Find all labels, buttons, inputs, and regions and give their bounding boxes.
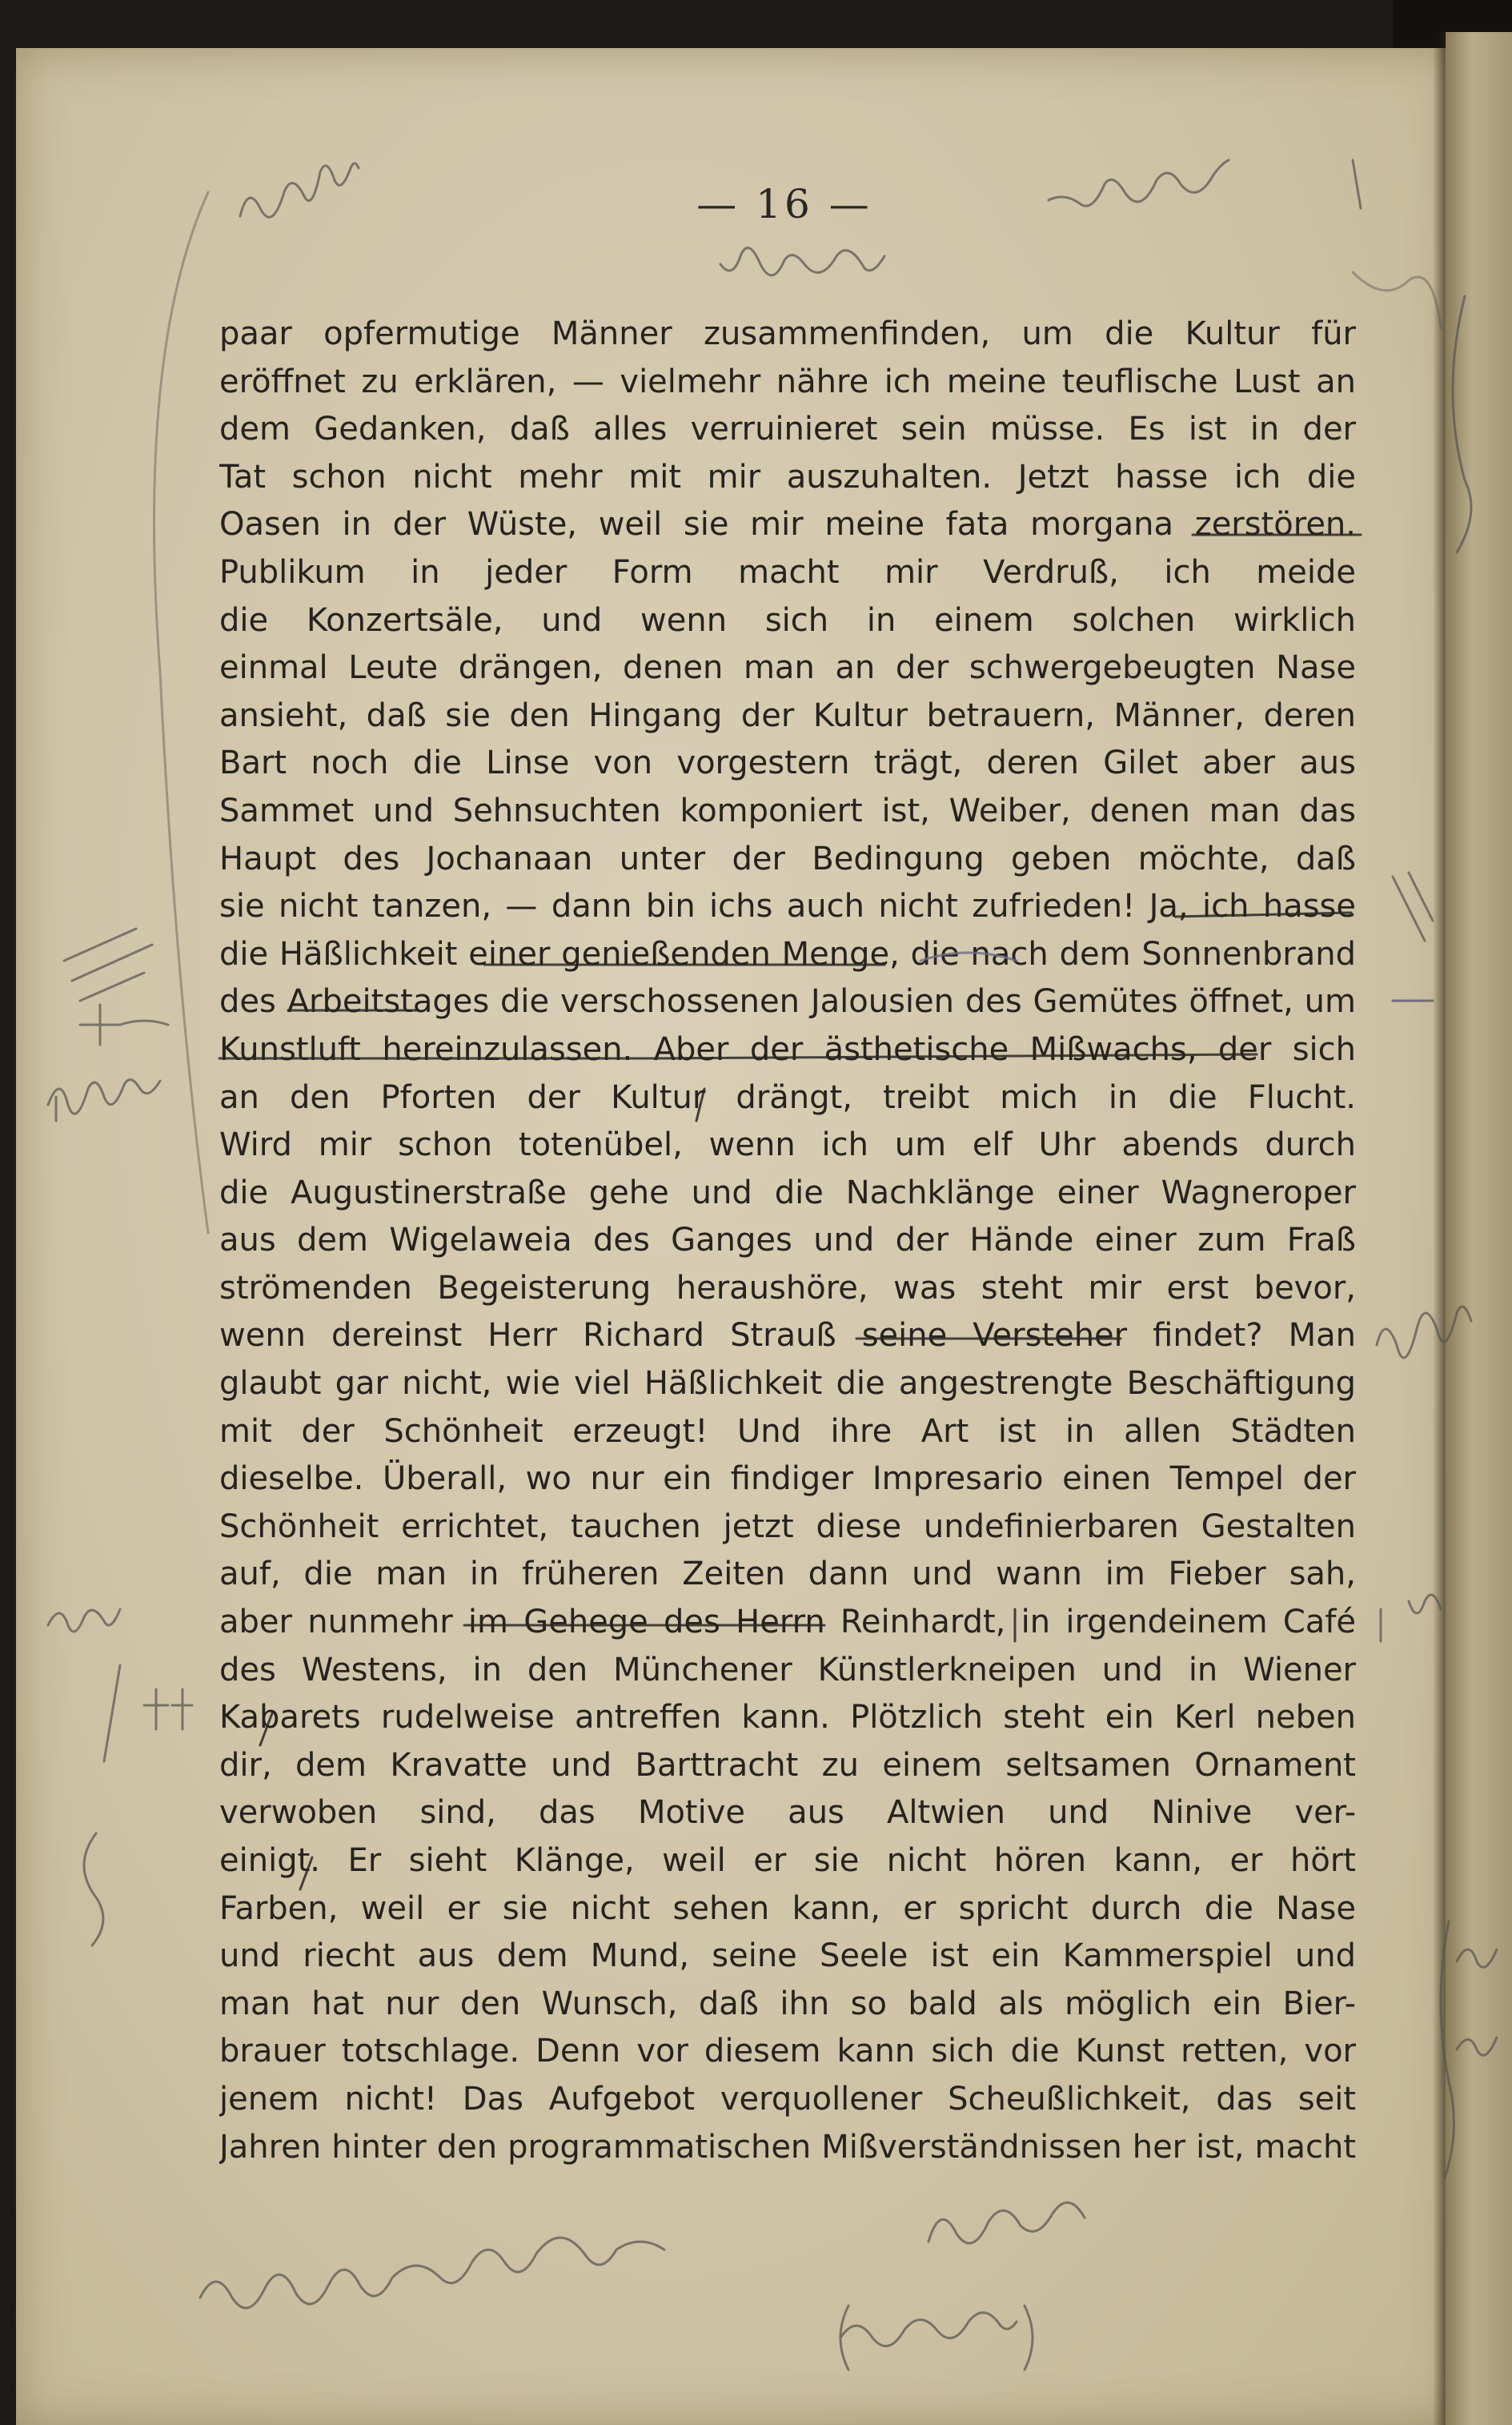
text-line: dem Gedanken, daß alles verruinieret sein müsse. Es ist in der <box>219 411 1356 448</box>
text-line: Publikum in jeder Form macht mir Verdruß, ich meide <box>219 553 1356 591</box>
text-line: Schönheit errichtet, tauchen jetzt diese undefinierbaren Gestalten <box>219 1508 1356 1545</box>
body-text <box>219 311 1356 2171</box>
text-line: Kunstluft hereinzulassen. Aber der ästhetische Mißwachs, der sich <box>219 1030 1356 1068</box>
text-line: paar opfermutige Männer zusammenfinden, um die Kultur für <box>219 315 1356 352</box>
text-line: wenn dereinst Herr Richard Strauß seine Versteher findet? Man <box>219 1317 1356 1355</box>
text-line: brauer totschlage. Denn vor diesem kann sich die Kunst retten, vor <box>219 2033 1356 2070</box>
text-line: sie nicht tanzen, — dann bin ichs auch nicht zufrieden! Ja, ich hasse <box>219 888 1356 925</box>
text-line: glaubt gar nicht, wie viel Häßlichkeit die angestrengte Beschäftigung <box>219 1365 1356 1403</box>
text-line: jenem nicht! Das Aufgebot verquollener Scheußlichkeit, das seit <box>219 2080 1356 2118</box>
text-line: eröffnet zu erklären, — vielmehr nähre ich meine teuflische Lust an <box>219 363 1356 400</box>
text-line: auf, die man in früheren Zeiten dann und wann im Fieber sah, <box>219 1556 1356 1593</box>
text-line: die Augustinerstraße gehe und die Nachklänge einer Wagneroper <box>219 1174 1356 1211</box>
text-line: strömenden Begeisterung heraushöre, was steht mir erst bevor, <box>219 1269 1356 1307</box>
text-line: Wird mir schon totenübel, wenn ich um elf Uhr abends durch <box>219 1126 1356 1164</box>
text-line: und riecht aus dem Mund, seine Seele ist ein Kammerspiel und <box>219 1937 1356 1975</box>
text-line: Haupt des Jochanaan unter der Bedingung geben möchte, daß <box>219 840 1356 877</box>
adjacent-page-edge <box>1446 32 1512 2425</box>
text-line: Kabarets rudelweise antreffen kann. Plötzlich steht ein Kerl neben <box>219 1699 1356 1736</box>
text-line: ansieht, daß sie den Hingang der Kultur betrauern, Männer, deren <box>219 697 1356 734</box>
text-line: Bart noch die Linse von vorgestern trägt, deren Gilet aber aus <box>219 745 1356 782</box>
text-line: Tat schon nicht mehr mit mir auszuhalten. Jetzt hasse ich die <box>219 458 1356 496</box>
text-line: des Westens, in den Münchener Künstlerkneipen und in Wiener <box>219 1651 1356 1688</box>
page-number: — 16 — <box>696 181 872 227</box>
text-line: dir, dem Kravatte und Barttracht zu einem seltsamen Ornament <box>219 1746 1356 1784</box>
text-line: die Häßlichkeit einer genießenden Menge, die nach dem Sonnenbrand <box>219 935 1356 973</box>
text-line: einigt. Er sieht Klänge, weil er sie nicht hören kann, er hört <box>219 1842 1356 1879</box>
text-line: einmal Leute drängen, denen man an der schwergebeugten Nase <box>219 649 1356 687</box>
text-line: Oasen in der Wüste, weil sie mir meine fata morgana zerstören. <box>219 506 1356 544</box>
text-line: die Konzertsäle, und wenn sich in einem solchen wirklich <box>219 601 1356 639</box>
text-line: des Arbeitstages die verschossenen Jalousien des Gemütes öffnet, um <box>219 983 1356 1021</box>
text-line: man hat nur den Wunsch, daß ihn so bald als möglich ein Bier- <box>219 1985 1356 2022</box>
text-line: Farben, weil er sie nicht sehen kann, er spricht durch die Nase <box>219 1889 1356 1927</box>
text-line: aber nunmehr im Gehege des Herrn Reinhardt, in irgendeinem Café <box>219 1604 1356 1641</box>
text-line: Sammet und Sehnsuchten komponiert ist, Weiber, denen man das <box>219 792 1356 829</box>
text-line: aus dem Wigelaweia des Ganges und der Hände einer zum Fraß <box>219 1222 1356 1259</box>
text-line: dieselbe. Überall, wo nur ein findiger Impresario einen Tempel der <box>219 1460 1356 1498</box>
text-line: Jahren hinter den programmatischen Mißverständnissen her ist, macht <box>219 2128 1356 2166</box>
text-line: mit der Schönheit erzeugt! Und ihre Art ist in allen Städten <box>219 1412 1356 1450</box>
text-line: verwoben sind, das Motive aus Altwien und Ninive ver- <box>219 1794 1356 1832</box>
text-line: an den Pforten der Kultur drängt, treibt mich in die Flucht. <box>219 1078 1356 1116</box>
